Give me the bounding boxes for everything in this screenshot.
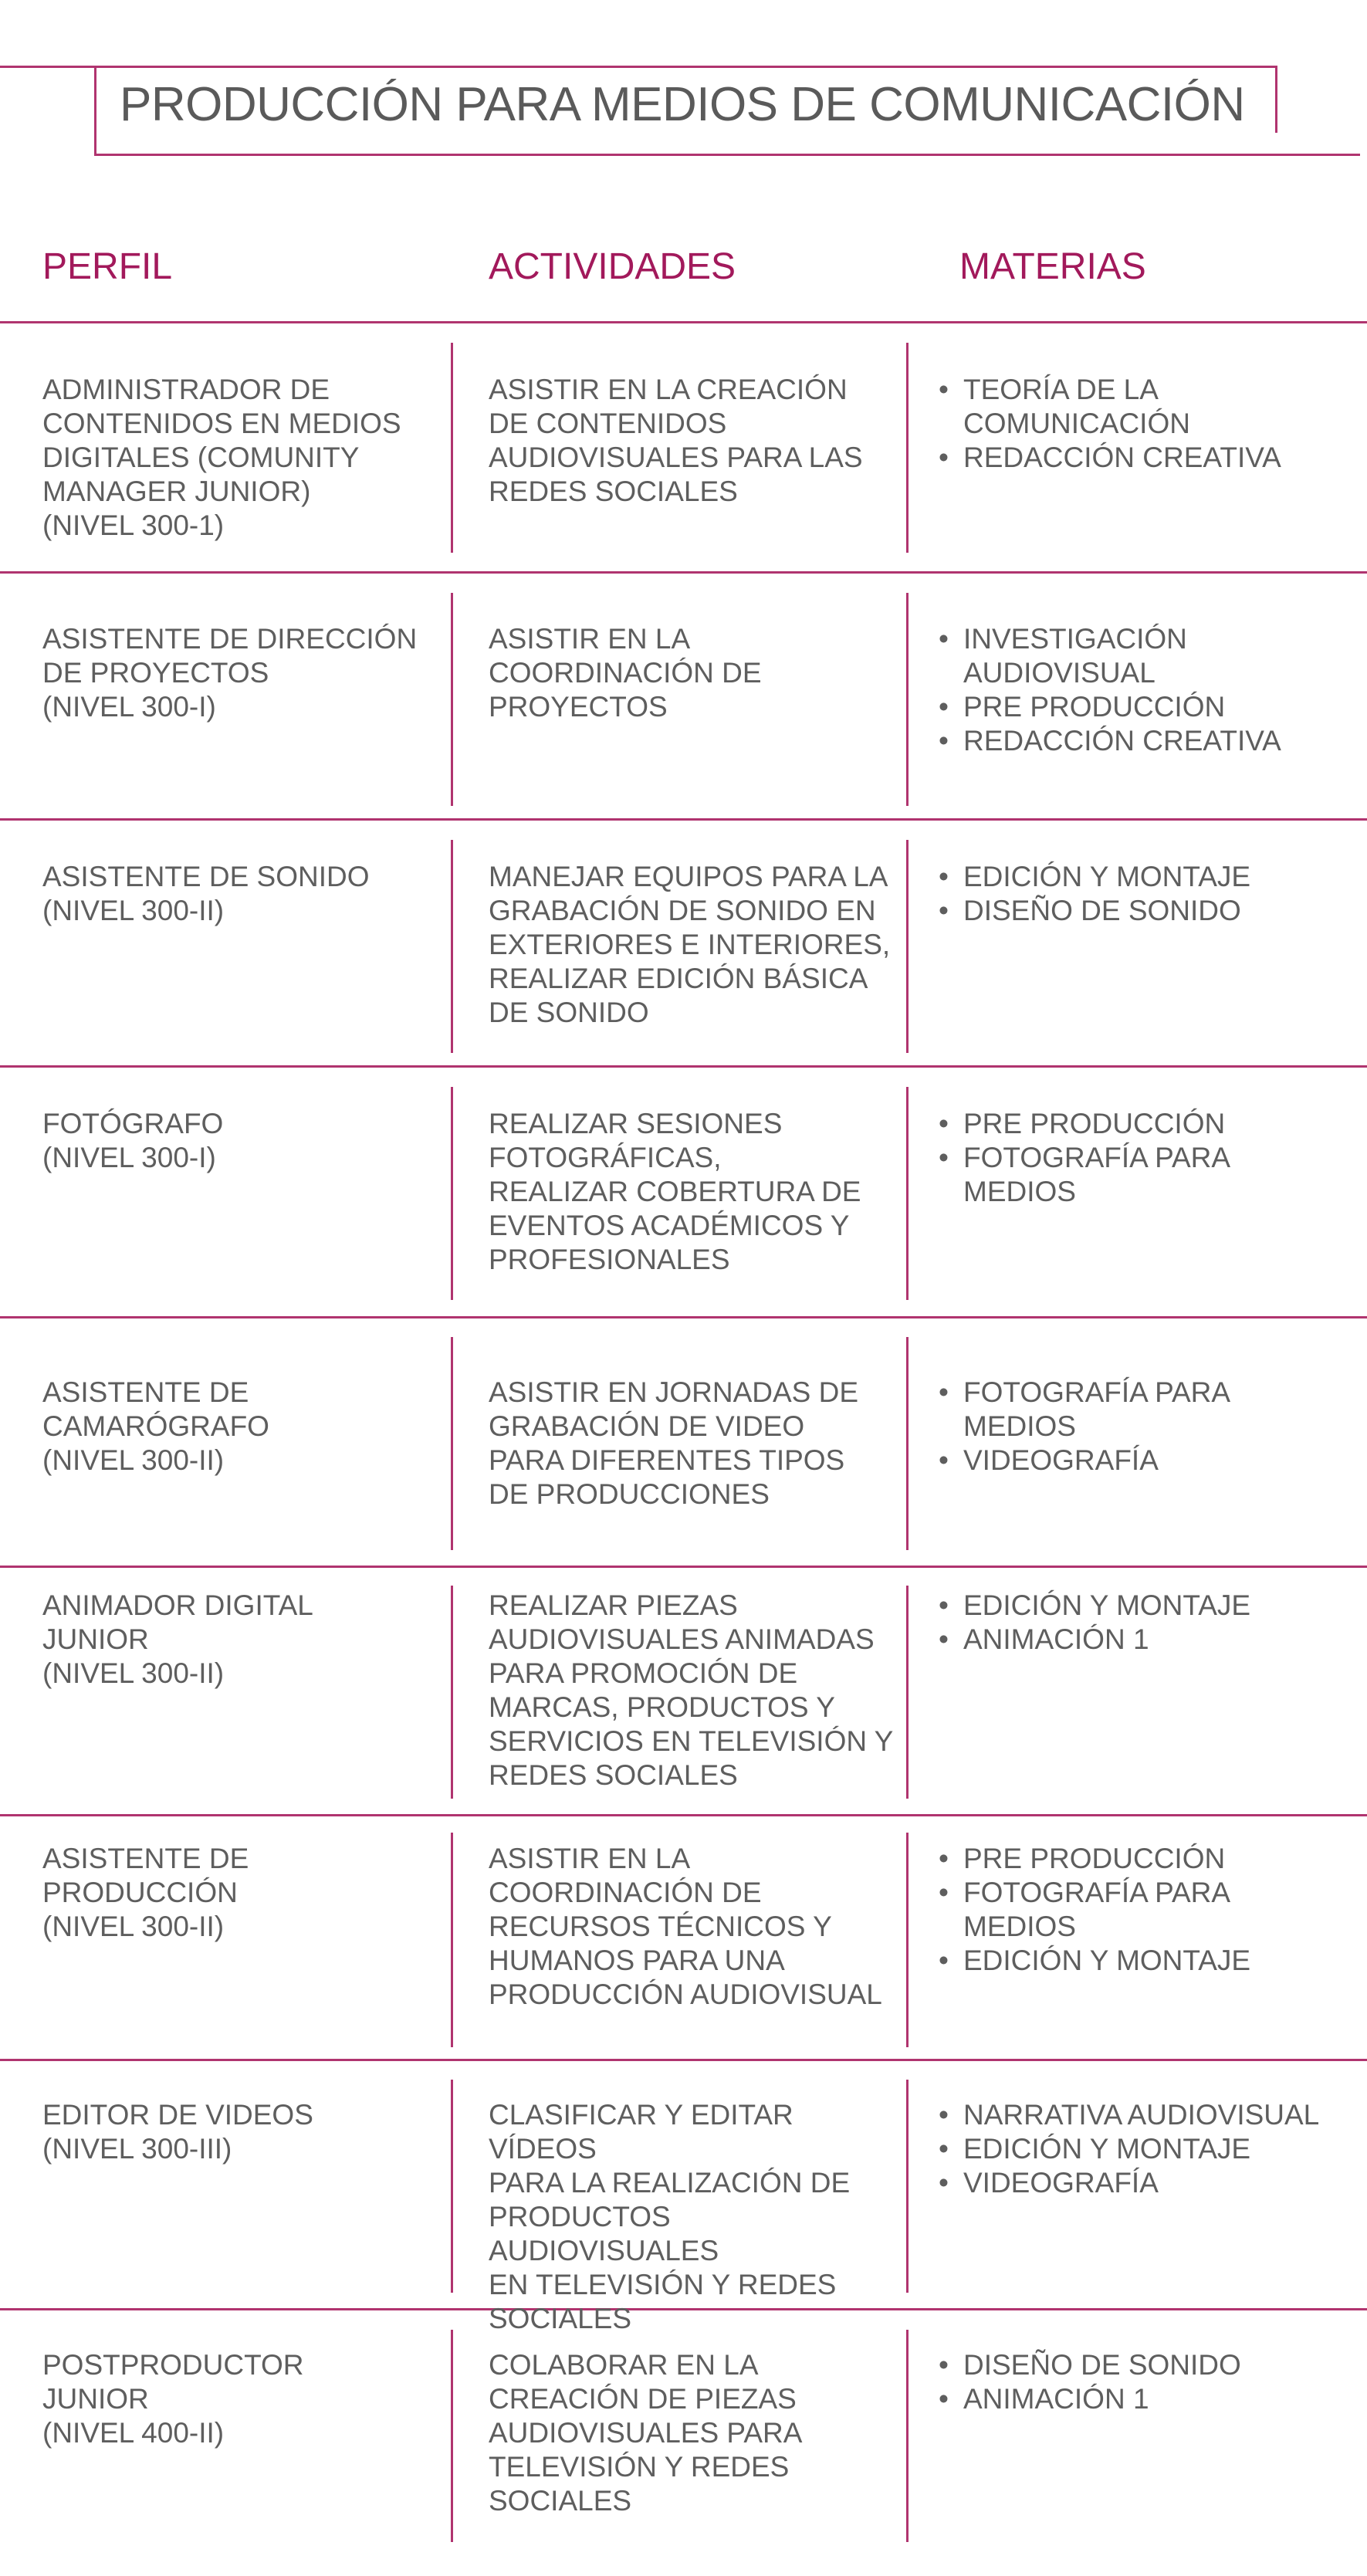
materia-item: • INVESTIGACIÓN AUDIOVISUAL (936, 622, 1360, 690)
materia-item: • NARRATIVA AUDIOVISUAL (936, 2098, 1360, 2132)
row-divider (0, 571, 1367, 574)
materias-cell (936, 373, 1360, 475)
materias-list (936, 1107, 1360, 1209)
column-divider (451, 1337, 453, 1550)
materia-item: • EDICIÓN Y MONTAJE (936, 860, 1360, 894)
row-divider (0, 1065, 1367, 1068)
header-actividades: ACTIVIDADES (489, 246, 736, 287)
materias-cell (936, 1376, 1360, 1478)
actividades-cell: CLASIFICAR Y EDITAR VÍDEOS PARA LA REALIZACIÓN DE PRODUCTOS AUDIOVISUALES EN TELEVISIÓN Y REDES SOCIALES (489, 2099, 851, 2334)
materia-item: • EDICIÓN Y MONTAJE (936, 1589, 1360, 1623)
column-divider (906, 1087, 909, 1300)
materia-item: • PRE PRODUCCIÓN (936, 1842, 1360, 1876)
materias-cell (936, 622, 1360, 758)
column-divider (906, 1586, 909, 1799)
row-divider (0, 1566, 1367, 1568)
materias-list (936, 1376, 1360, 1478)
column-divider (906, 1833, 909, 2047)
actividades-cell: COLABORAR EN LA CREACIÓN DE PIEZAS AUDIOVISUALES PARA TELEVISIÓN Y REDES SOCIALES (489, 2349, 803, 2517)
perfil-cell: EDITOR DE VIDEOS (NIVEL 300-III) (42, 2099, 313, 2165)
column-divider (451, 840, 453, 1053)
column-divider (451, 2080, 453, 2293)
perfil-cell: ANIMADOR DIGITAL JUNIOR (NIVEL 300-II) (42, 1589, 313, 1689)
column-divider (906, 2330, 909, 2542)
column-divider (451, 1087, 453, 1300)
materia-item: • ANIMACIÓN 1 (936, 1623, 1360, 1657)
header-materias: MATERIAS (959, 246, 1146, 287)
materias-cell (936, 1107, 1360, 1209)
materia-item: • DISEÑO DE SONIDO (936, 2348, 1360, 2382)
actividades-cell: ASISTIR EN JORNADAS DE GRABACIÓN DE VIDEO PARA DIFERENTES TIPOS DE PRODUCCIONES (489, 1376, 859, 1510)
materia-item: • REDACCIÓN CREATIVA (936, 441, 1360, 475)
materias-list (936, 1589, 1360, 1657)
materia-item: • EDICIÓN Y MONTAJE (936, 2132, 1360, 2166)
materias-list (936, 1842, 1360, 1978)
column-divider (906, 1337, 909, 1550)
materia-item: • FOTOGRAFÍA PARA MEDIOS (936, 1141, 1360, 1209)
column-divider (451, 343, 453, 553)
actividades-cell: ASISTIR EN LA COORDINACIÓN DE PROYECTOS (489, 623, 762, 723)
perfil-cell: ASISTENTE DE DIRECCIÓN DE PROYECTOS (NIVEL 300-I) (42, 623, 418, 723)
column-divider (906, 593, 909, 806)
perfil-cell: ASISTENTE DE CAMARÓGRAFO (NIVEL 300-II) (42, 1376, 269, 1476)
materias-list (936, 2098, 1360, 2200)
actividades-cell: MANEJAR EQUIPOS PARA LA GRABACIÓN DE SONIDO EN EXTERIORES E INTERIORES, REALIZAR EDICIÓN BÁSICA DE SONIDO (489, 861, 891, 1028)
actividades-cell: REALIZAR SESIONES FOTOGRÁFICAS, REALIZAR COBERTURA DE EVENTOS ACADÉMICOS Y PROFESIONALES (489, 1108, 861, 1275)
row-divider (0, 2059, 1367, 2061)
materias-cell (936, 2348, 1360, 2416)
row-divider (0, 1814, 1367, 1816)
materia-item: • FOTOGRAFÍA PARA MEDIOS (936, 1376, 1360, 1444)
materia-item: • DISEÑO DE SONIDO (936, 894, 1360, 928)
materia-item: • FOTOGRAFÍA PARA MEDIOS (936, 1876, 1360, 1944)
materia-item: • VIDEOGRAFÍA (936, 2166, 1360, 2200)
materias-cell (936, 860, 1360, 928)
column-divider (451, 1833, 453, 2047)
materia-item: • VIDEOGRAFÍA (936, 1444, 1360, 1478)
materia-item: • ANIMACIÓN 1 (936, 2382, 1360, 2416)
materia-item: • EDICIÓN Y MONTAJE (936, 1944, 1360, 1978)
column-divider (451, 593, 453, 806)
column-divider (451, 1586, 453, 1799)
materias-cell (936, 1842, 1360, 1978)
materias-list (936, 622, 1360, 758)
page-title: PRODUCCIÓN PARA MEDIOS DE COMUNICACIÓN (120, 78, 1245, 131)
header-perfil: PERFIL (42, 246, 173, 287)
materias-list (936, 373, 1360, 475)
materias-cell (936, 2098, 1360, 2200)
actividades-cell: ASISTIR EN LA CREACIÓN DE CONTENIDOS AUDIOVISUALES PARA LAS REDES SOCIALES (489, 374, 863, 507)
actividades-cell: REALIZAR PIEZAS AUDIOVISUALES ANIMADAS PARA PROMOCIÓN DE MARCAS, PRODUCTOS Y SERVICIOS EN TELEVISIÓN Y REDES SOCIALES (489, 1589, 894, 1791)
actividades-cell: ASISTIR EN LA COORDINACIÓN DE RECURSOS TÉCNICOS Y HUMANOS PARA UNA PRODUCCIÓN AUDIOVISUAL (489, 1843, 882, 2010)
column-divider (906, 2080, 909, 2293)
perfil-cell: POSTPRODUCTOR JUNIOR (NIVEL 400-II) (42, 2349, 304, 2449)
column-divider (906, 343, 909, 553)
row-divider (0, 321, 1367, 323)
perfil-cell: ADMINISTRADOR DE CONTENIDOS EN MEDIOS DIGITALES (COMUNITY MANAGER JUNIOR) (NIVEL 300-1) (42, 374, 401, 541)
materia-item: • PRE PRODUCCIÓN (936, 690, 1360, 724)
materia-item: • REDACCIÓN CREATIVA (936, 724, 1360, 758)
perfil-cell: ASISTENTE DE SONIDO (NIVEL 300-II) (42, 861, 370, 926)
column-divider (906, 840, 909, 1053)
row-divider (0, 1316, 1367, 1318)
column-divider (451, 2330, 453, 2542)
perfil-cell: ASISTENTE DE PRODUCCIÓN (NIVEL 300-II) (42, 1843, 249, 1942)
materias-cell (936, 1589, 1360, 1657)
perfil-cell: FOTÓGRAFO (NIVEL 300-I) (42, 1108, 224, 1173)
row-divider (0, 818, 1367, 821)
materia-item: • PRE PRODUCCIÓN (936, 1107, 1360, 1141)
materias-list (936, 860, 1360, 928)
materia-item: • TEORÍA DE LA COMUNICACIÓN (936, 373, 1360, 441)
materias-list (936, 2348, 1360, 2416)
